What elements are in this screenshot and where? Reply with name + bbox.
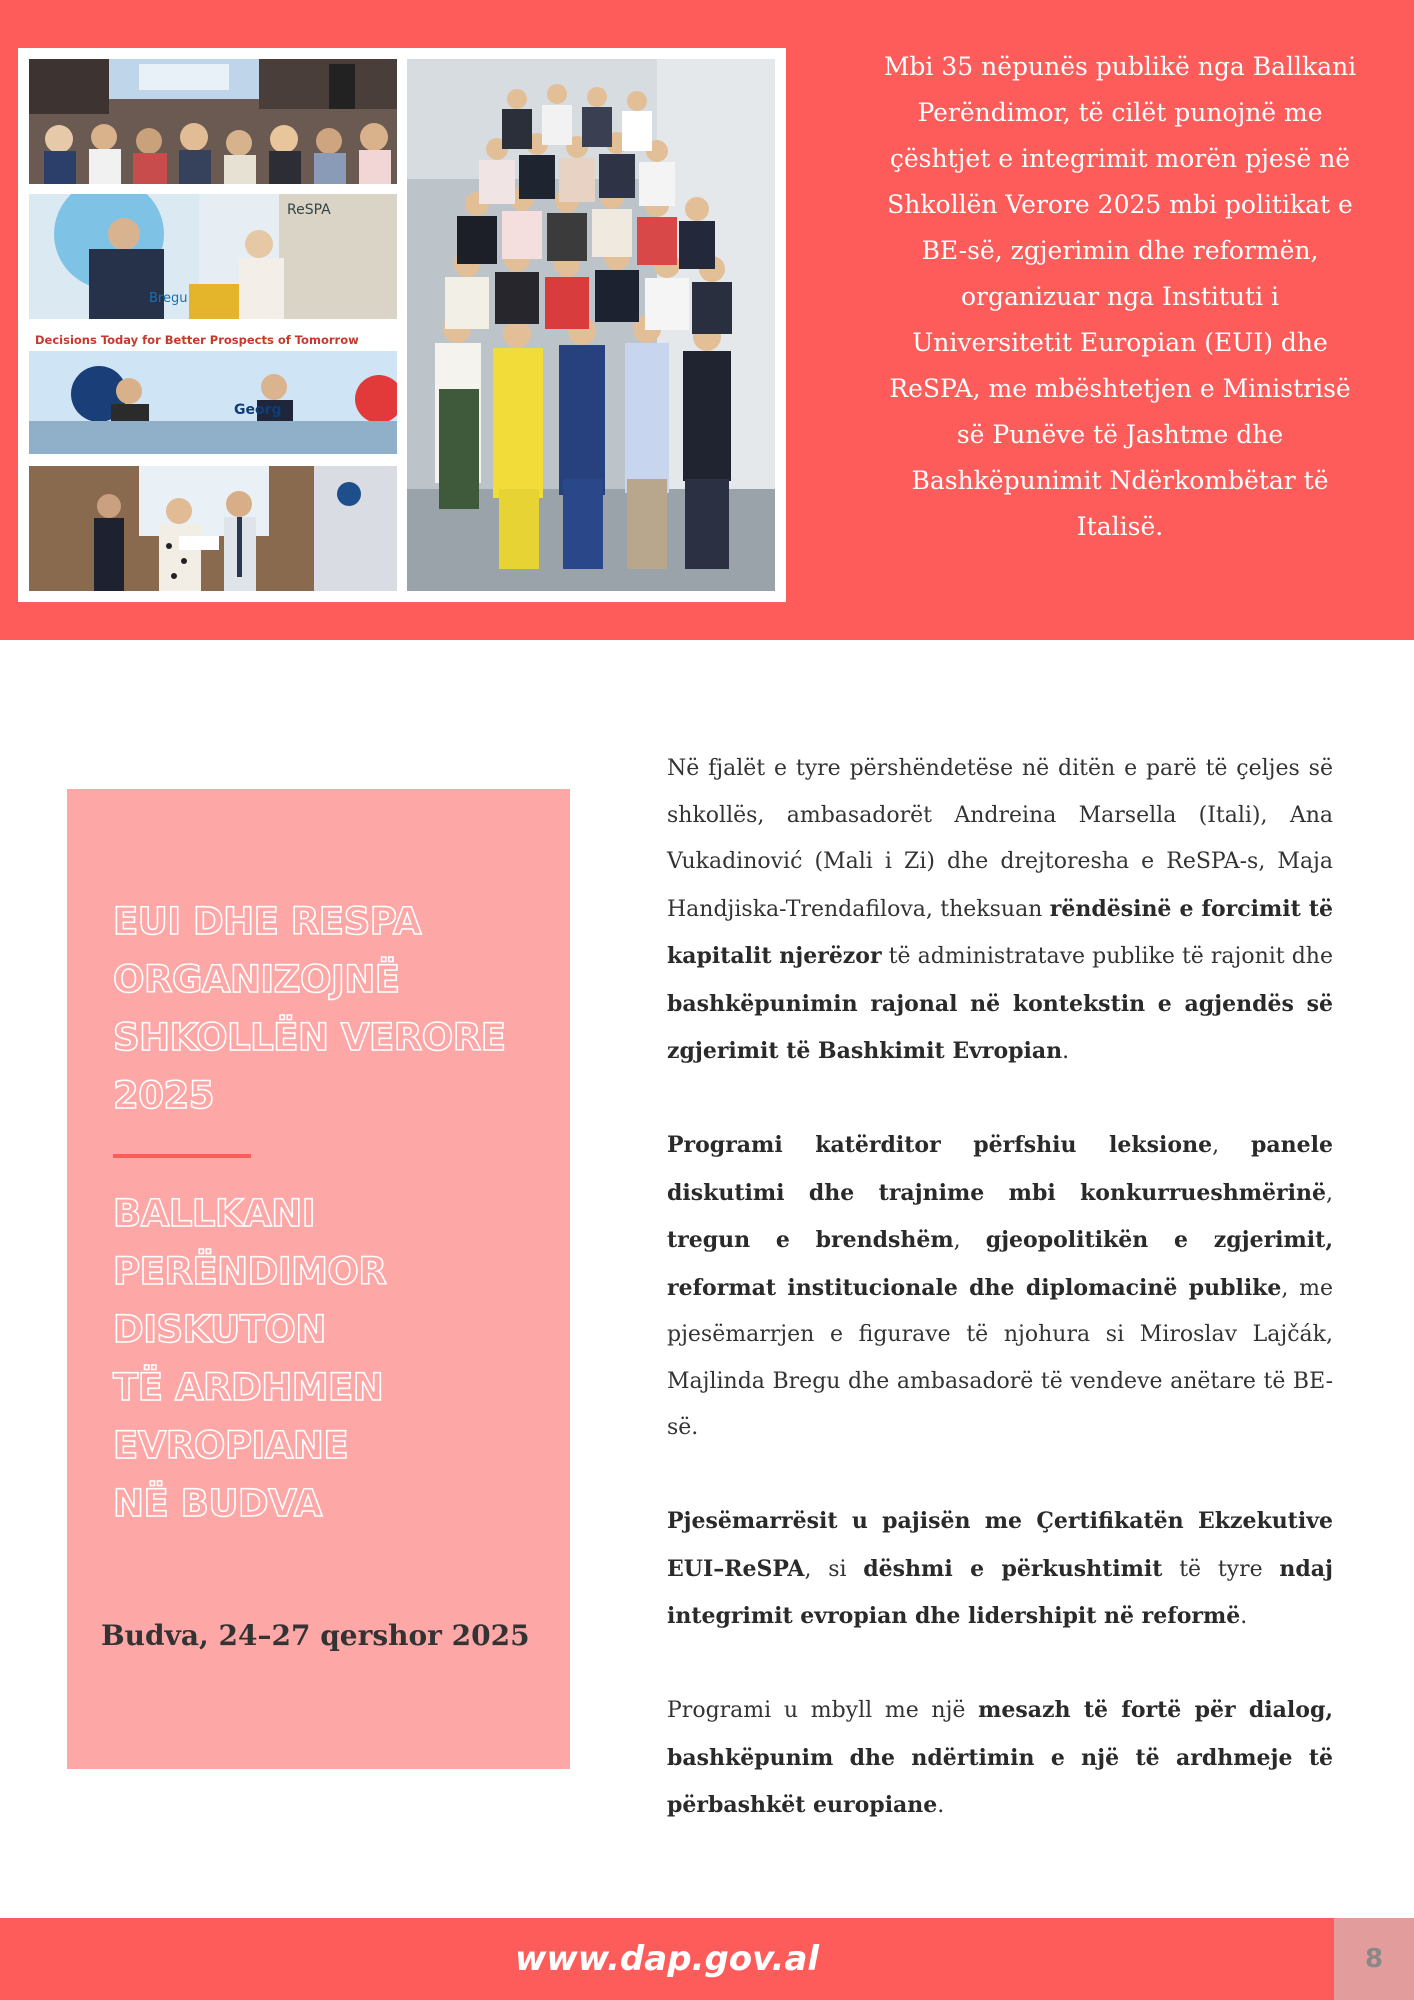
body-text: . <box>1062 1039 1070 1064</box>
photo-name-fragment-1: Bregu <box>149 291 188 306</box>
body-text: . <box>1240 1604 1248 1629</box>
headline-primary-line: EUI DHE RESPA <box>113 900 422 943</box>
headline-box <box>67 789 570 1769</box>
article-paragraph <box>667 746 1333 1076</box>
headline-divider <box>113 1154 251 1158</box>
article-paragraph <box>667 1687 1333 1830</box>
photo-certificate-award <box>29 466 397 591</box>
headline-secondary-line: NË BUDVA <box>113 1482 322 1525</box>
body-text: , me pjesëmarrjen e figurave të njohura si Miroslav Lajčák, Majlinda Bregu dhe ambasadorë të vendeve anëtare të BE-së. <box>667 1275 1333 1440</box>
emphasis-text: dëshmi e përkushtimit <box>863 1555 1163 1582</box>
headline-secondary-line: BALLKANI <box>113 1192 316 1235</box>
headline-secondary <box>113 1185 533 1533</box>
emphasis-text: bashkëpunimin rajonal në kontekstin e agjendës së zgjerimit të Bashkimit Evropian <box>667 990 1333 1064</box>
headline-primary <box>113 893 533 1125</box>
photo-conference-audience <box>29 59 397 184</box>
photo-panel-discussion <box>29 194 397 319</box>
photo-name-fragment-2: Georg <box>234 402 282 418</box>
photo-banner-text: Decisions Today for Better Prospects of Tomorrow <box>35 333 359 347</box>
emphasis-text: panele diskutimi dhe trajnime mbi konkurrueshmërinë <box>667 1132 1333 1206</box>
photo-speakers-banner <box>29 329 397 454</box>
footer-bar <box>0 1918 1334 2000</box>
body-text: , <box>953 1228 986 1253</box>
headline-secondary-line: PERËNDIMOR <box>113 1250 387 1293</box>
footer-website-link[interactable]: www.dap.gov.al <box>514 1939 820 1979</box>
photo-logo-respa: ReSPA <box>287 202 331 218</box>
body-text: të tyre <box>1162 1556 1280 1582</box>
photo-group-portrait <box>407 59 775 591</box>
article-paragraph <box>667 1122 1333 1452</box>
emphasis-text: ndaj integrimit evropian dhe lidershipit në reformë <box>667 1555 1333 1629</box>
headline-secondary-line: EVROPIANE <box>113 1424 349 1467</box>
headline-primary-line: SHKOLLËN VERORE <box>113 1016 506 1059</box>
article-paragraph <box>667 1498 1333 1641</box>
event-dateline: Budva, 24–27 qershor 2025 <box>101 1619 530 1652</box>
emphasis-text: tregun e brendshëm <box>667 1227 954 1253</box>
page-number: 8 <box>1364 1944 1384 1974</box>
headline-secondary-line: DISKUTON <box>113 1308 326 1351</box>
body-text: Programi u mbyll me një <box>667 1698 979 1723</box>
body-text: , <box>1212 1133 1252 1158</box>
photo-collage <box>18 48 786 602</box>
emphasis-text: Programi katërditor përfshiu leksione <box>667 1132 1213 1158</box>
top-band <box>0 0 1414 640</box>
page-number-box <box>1334 1918 1414 2000</box>
emphasis-text: mesazh të fortë për dialog, bashkëpunim dhe ndërtimin e një të ardhmeje të përbashkët europiane <box>667 1697 1333 1818</box>
body-text: , <box>1326 1180 1333 1206</box>
headline-primary-line: 2025 <box>113 1074 214 1117</box>
body-text: . <box>937 1793 945 1818</box>
article-body <box>667 746 1333 1876</box>
body-text: , si <box>804 1556 864 1582</box>
headline-primary-line: ORGANIZOJNË <box>113 958 400 1001</box>
body-text: Në fjalët e tyre përshëndetëse në ditën e parë të çeljes së shkollës, ambasadorët Andreina Marsella (Itali), Ana Vukadinović (Mali i Zi) dhe drejtoresha e ReSPA-s, Maja Handjiska-Trendafilova, theksuan <box>667 756 1333 922</box>
intro-paragraph: Mbi 35 nëpunës publikë nga Ballkani Perëndimor, të cilët punojnë me çështjet e integrimit morën pjesë në Shkollën Verore 2025 mbi politikat e BE-së, zgjerimin dhe reformën, organizuar nga Instituti i Universitetit Europian (EUI) dhe ReSPA, me mbështetjen e Ministrisë së Punëve të Jashtme dhe Bashkëpunimit Ndërkombëtar të Italisë. <box>883 52 1357 541</box>
emphasis-text: rëndësinë e forcimit të kapitalit njerëzor <box>667 895 1333 969</box>
emphasis-text: Pjesëmarrësit u pajisën me Çertifikatën Ekzekutive EUI–ReSPA <box>667 1508 1333 1582</box>
emphasis-text: gjeopolitikën e zgjerimit, reformat institucionale dhe diplomacinë publike <box>667 1227 1333 1301</box>
headline-secondary-line: TË ARDHMEN <box>113 1366 384 1409</box>
body-text: të administratave publike të rajonit dhe <box>881 944 1333 969</box>
